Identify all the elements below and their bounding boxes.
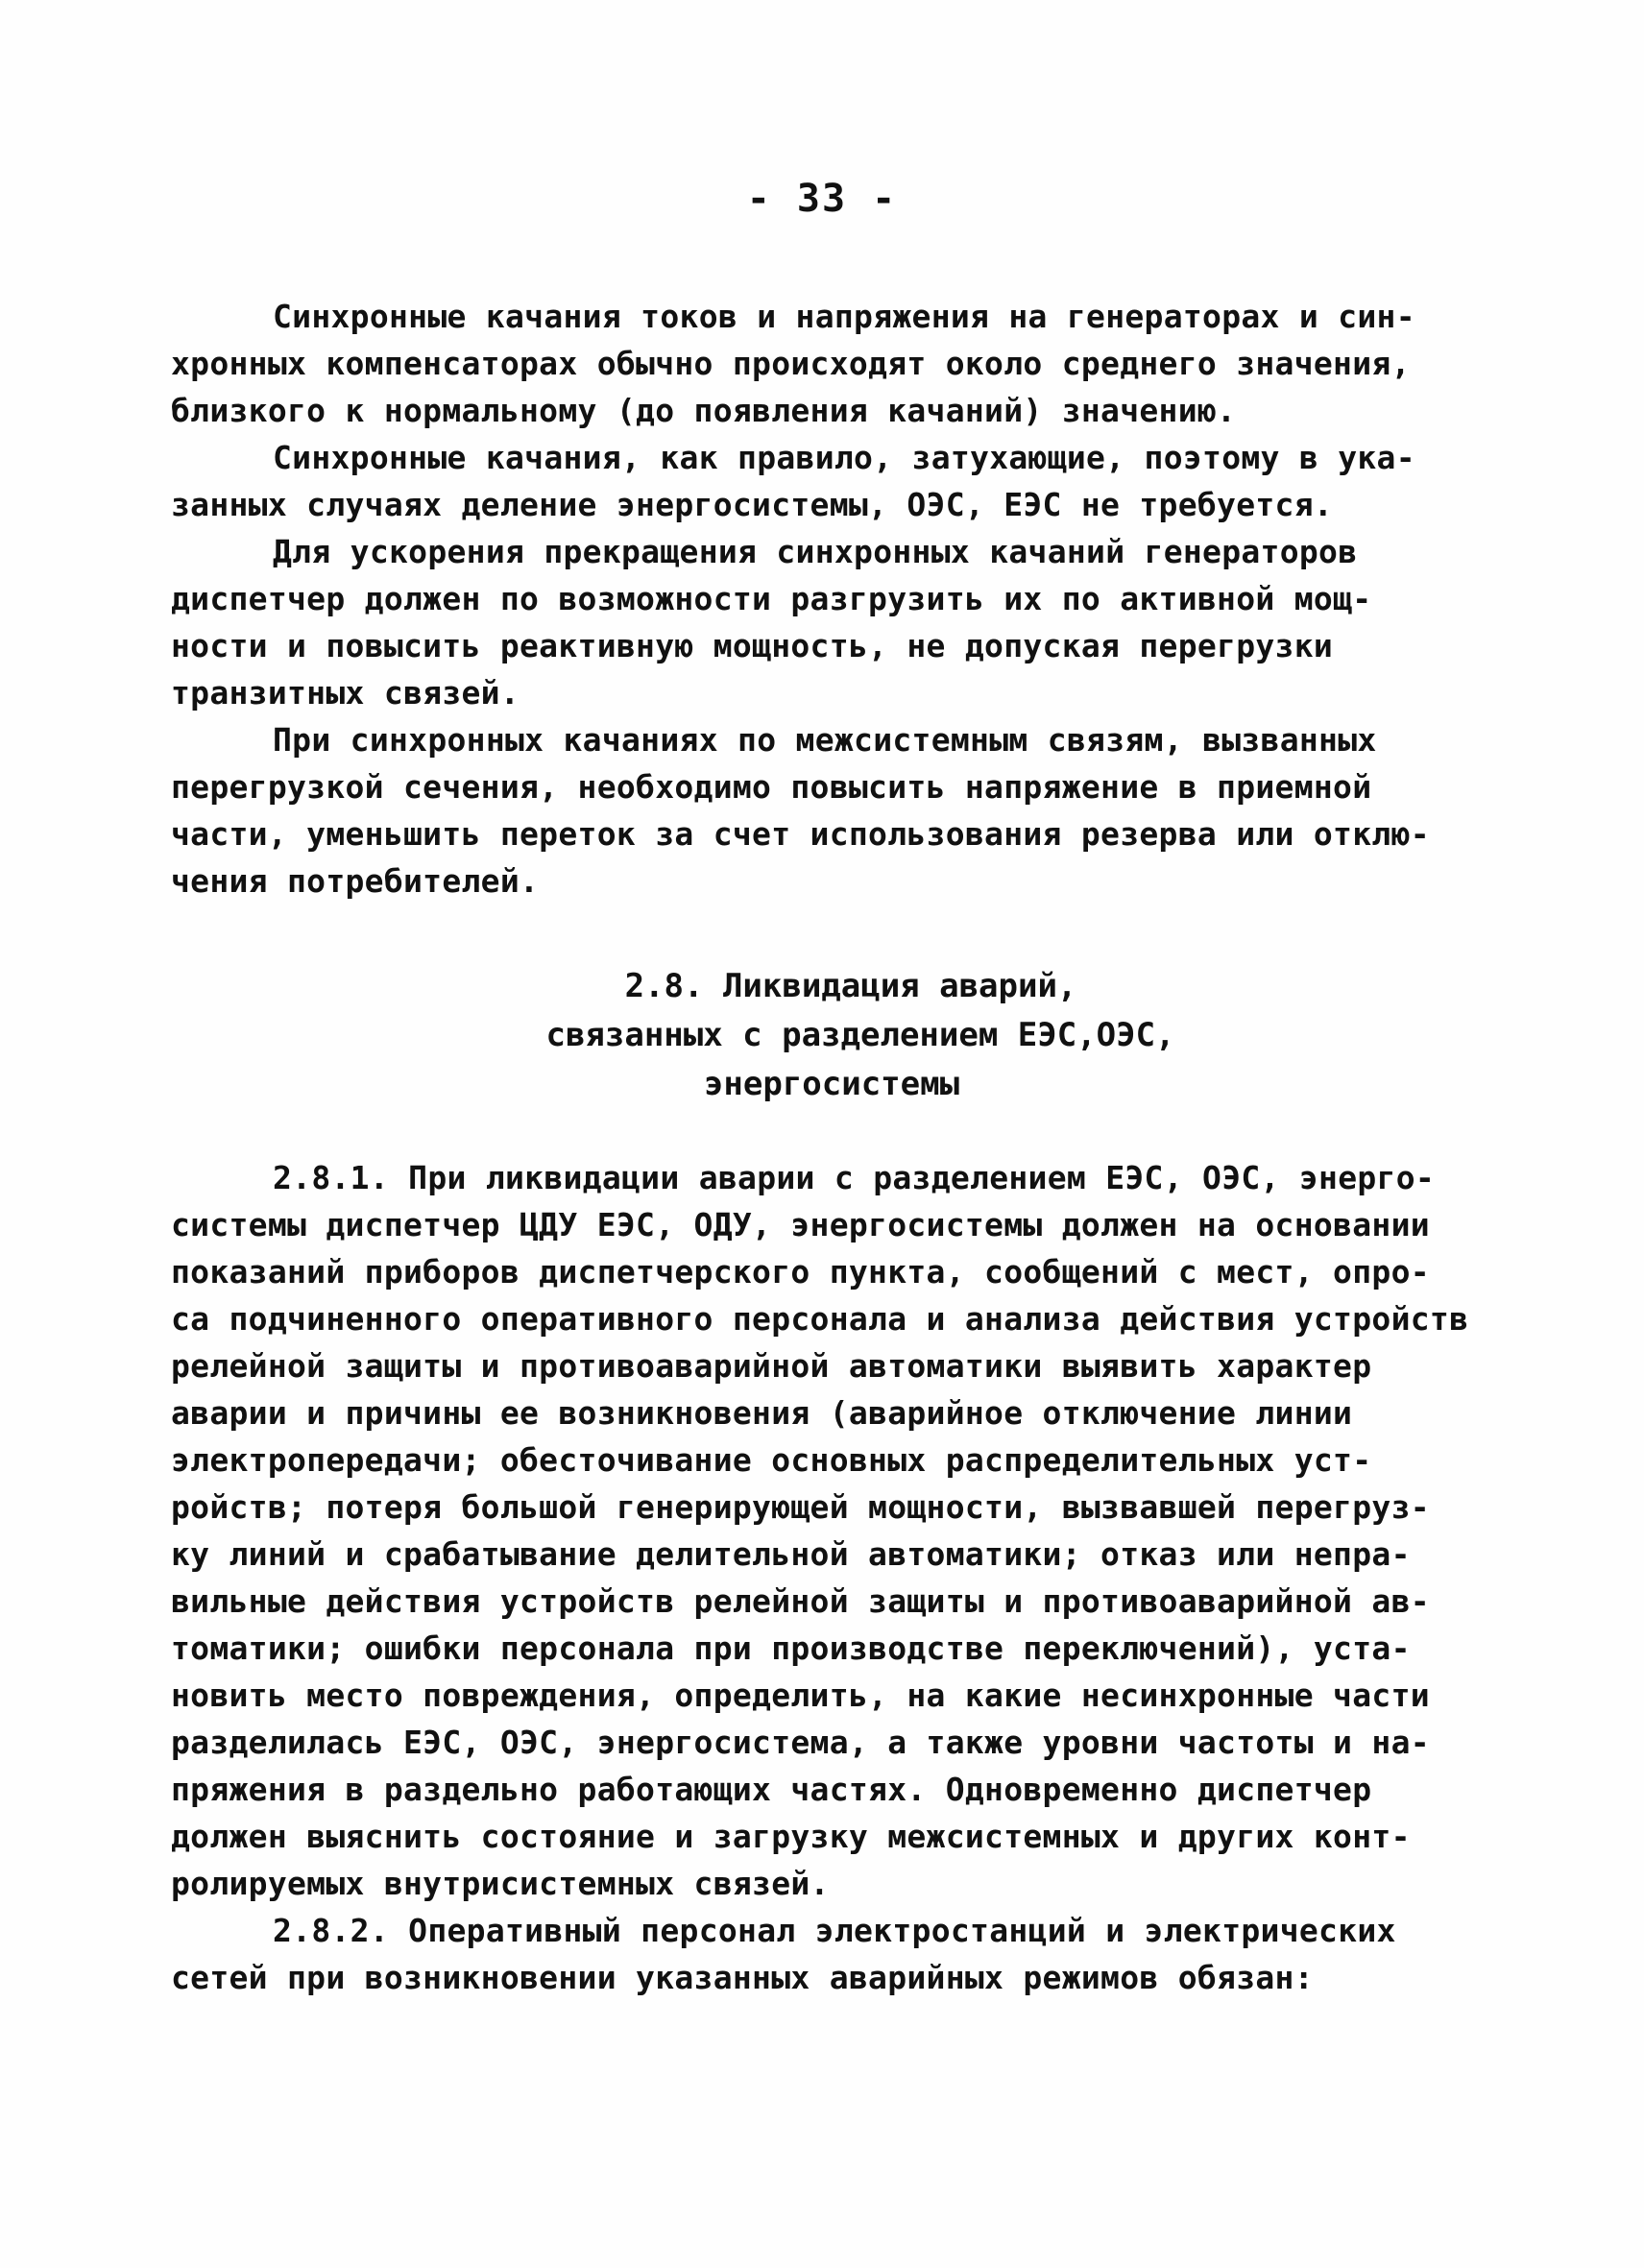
text-line: должен выяснить состояние и загрузку межсистемных и других конт- [171,1818,1411,1855]
text-line: При синхронных качаниях по межсистемным связям, вызванных [273,721,1377,759]
paragraph-acceleration [171,528,1515,716]
text-line: Синхронные качания, как правило, затухающие, поэтому в ука- [273,439,1415,476]
text-line: ройств; потеря большой генерирующей мощности, вызвавшей перегруз- [171,1488,1430,1526]
paragraph-2-8-2 [171,1907,1515,2001]
text-line: 2.8.1. При ликвидации аварии с разделением ЕЭС, ОЭС, энерго- [273,1159,1436,1196]
text-line: электропередачи; обесточивание основных распределительных уст- [171,1441,1372,1479]
text-line: чения потребителей. [171,862,540,900]
text-line: пряжения в раздельно работающих частях. Одновременно диспетчер [171,1771,1372,1808]
text-line: вильные действия устройств релейной защиты и противоаварийной ав- [171,1582,1430,1620]
text-line: новить место повреждения, определить, на какие несинхронные части [171,1677,1430,1714]
text-line: ролируемых внутрисистемных связей. [171,1865,830,1902]
text-line: томатики; ошибки персонала при производстве переключений), уста- [171,1629,1411,1667]
text-line: перегрузкой сечения, необходимо повысить напряжение в приемной [171,768,1372,806]
text-line: показаний приборов диспетчерского пункта, сообщений с мест, опро- [171,1253,1430,1291]
text-line: ности и повысить реактивную мощность, не допуская перегрузки [171,627,1334,664]
text-line: системы диспетчер ЦДУ ЕЭС, ОДУ, энергосистемы должен на основании [171,1206,1430,1243]
text-line: близкого к нормальному (до появления качаний) значению. [171,392,1237,429]
intro-text [171,293,1515,905]
section-body-text [171,1154,1515,2001]
text-line: са подчиненного оперативного персонала и анализа действия устройств [171,1300,1469,1338]
paragraph-intersystem [171,716,1515,905]
text-line: 2.8.2. Оперативный персонал электростанций и электрических [273,1912,1396,1949]
text-line: релейной защиты и противоаварийной автоматики выявить характер [171,1347,1372,1385]
section-heading [0,962,1644,1109]
text-line: сетей при возникновении указанных аварийных режимов обязан: [171,1959,1314,1996]
text-line: хронных компенсаторах обычно происходят около среднего значения, [171,345,1411,382]
text-line: транзитных связей. [171,674,520,712]
page-number: - 33 - [746,177,898,221]
paragraph-2-8-1 [171,1154,1515,1907]
section-heading-line-1: 2.8. Ликвидация аварий, [624,967,1077,1005]
text-line: занных случаях деление энергосистемы, ОЭС, ЕЭС не требуется. [171,486,1334,523]
text-line: ку линий и срабатывание делительной автоматики; отказ или непра- [171,1535,1411,1573]
section-heading-line-2: связанных с разделением ЕЭС,ОЭС, [545,1016,1175,1054]
text-line: Для ускорения прекращения синхронных качаний генераторов [273,533,1358,570]
paragraph-damping [171,434,1515,528]
text-line: разделилась ЕЭС, ОЭС, энергосистема, а также уровни частоты и на- [171,1724,1430,1761]
text-line: диспетчер должен по возможности разгрузить их по активной мощ- [171,580,1372,617]
text-line: аварии и причины ее возникновения (аварийное отключение линии [171,1394,1353,1432]
text-line: части, уменьшить переток за счет использования резерва или отклю- [171,815,1430,853]
section-heading-line-3: энергосистемы [703,1065,960,1103]
paragraph-synchronous-swings [171,293,1515,434]
text-line: Синхронные качания токов и напряжения на генераторах и син- [273,298,1415,335]
